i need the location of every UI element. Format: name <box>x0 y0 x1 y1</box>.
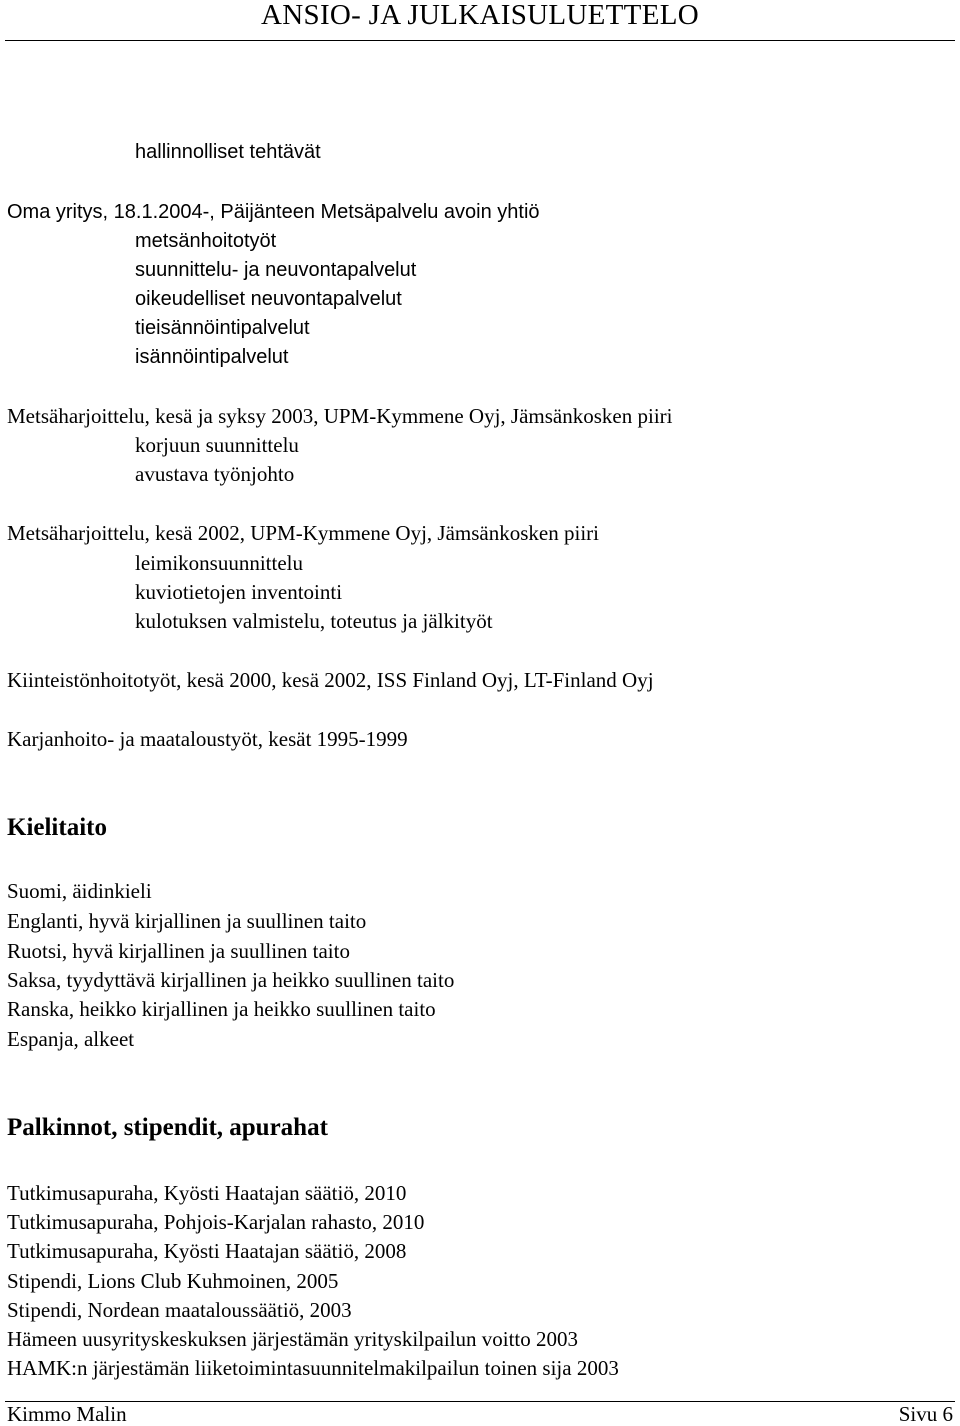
work-line: avustava työnjohto <box>135 462 295 486</box>
document-title: ANSIO- JA JULKAISULUETTELO <box>261 0 699 31</box>
award-item: Tutkimusapuraha, Kyösti Haatajan säätiö, 2008 <box>7 1239 407 1263</box>
work-entry: Karjanhoito- ja maataloustyöt, kesät 1995-1999 <box>7 727 408 751</box>
work-line: tieisännöintipalvelut <box>135 317 310 339</box>
work-line: hallinnolliset tehtävät <box>135 141 321 163</box>
footer-author: Kimmo Malin <box>7 1402 127 1426</box>
work-line: metsänhoitotyöt <box>135 230 277 252</box>
header-divider <box>5 40 955 41</box>
work-entry: Kiinteistönhoitotyöt, kesä 2000, kesä 2002, ISS Finland Oyj, LT-Finland Oyj <box>7 668 654 692</box>
work-line: leimikonsuunnittelu <box>135 551 303 575</box>
language-item: Ranska, heikko kirjallinen ja heikko suullinen taito <box>7 997 436 1021</box>
award-item: Tutkimusapuraha, Pohjois-Karjalan rahasto, 2010 <box>7 1210 425 1234</box>
award-item: Stipendi, Nordean maataloussäätiö, 2003 <box>7 1298 352 1322</box>
work-line: isännöintipalvelut <box>135 346 289 368</box>
work-line: korjuun suunnittelu <box>135 433 299 457</box>
work-entry: Oma yritys, 18.1.2004-, Päijänteen Metsäpalvelu avoin yhtiö <box>7 201 540 223</box>
award-item: HAMK:n järjestämän liiketoimintasuunnitelmakilpailun toinen sija 2003 <box>7 1356 619 1380</box>
award-item: Tutkimusapuraha, Kyösti Haatajan säätiö, 2010 <box>7 1181 407 1205</box>
page-header <box>0 0 960 44</box>
footer-divider <box>5 1401 955 1402</box>
section-heading-awards: Palkinnot, stipendit, apurahat <box>7 1114 328 1141</box>
language-item: Espanja, alkeet <box>7 1027 135 1051</box>
section-heading-languages: Kielitaito <box>7 814 107 841</box>
language-item: Ruotsi, hyvä kirjallinen ja suullinen taito <box>7 939 350 963</box>
language-item: Saksa, tyydyttävä kirjallinen ja heikko suullinen taito <box>7 968 455 992</box>
language-item: Englanti, hyvä kirjallinen ja suullinen taito <box>7 909 367 933</box>
work-line: kuviotietojen inventointi <box>135 580 343 604</box>
footer-page-number: Sivu 6 <box>898 1402 953 1426</box>
work-entry: Metsäharjoittelu, kesä ja syksy 2003, UPM-Kymmene Oyj, Jämsänkosken piiri <box>7 404 673 428</box>
work-line: kulotuksen valmistelu, toteutus ja jälkityöt <box>135 609 493 633</box>
work-entry: Metsäharjoittelu, kesä 2002, UPM-Kymmene Oyj, Jämsänkosken piiri <box>7 521 599 545</box>
work-line: suunnittelu- ja neuvontapalvelut <box>135 259 417 281</box>
work-line: oikeudelliset neuvontapalvelut <box>135 288 402 310</box>
award-item: Stipendi, Lions Club Kuhmoinen, 2005 <box>7 1269 339 1293</box>
language-item: Suomi, äidinkieli <box>7 879 152 903</box>
award-item: Hämeen uusyrityskeskuksen järjestämän yrityskilpailun voitto 2003 <box>7 1327 578 1351</box>
